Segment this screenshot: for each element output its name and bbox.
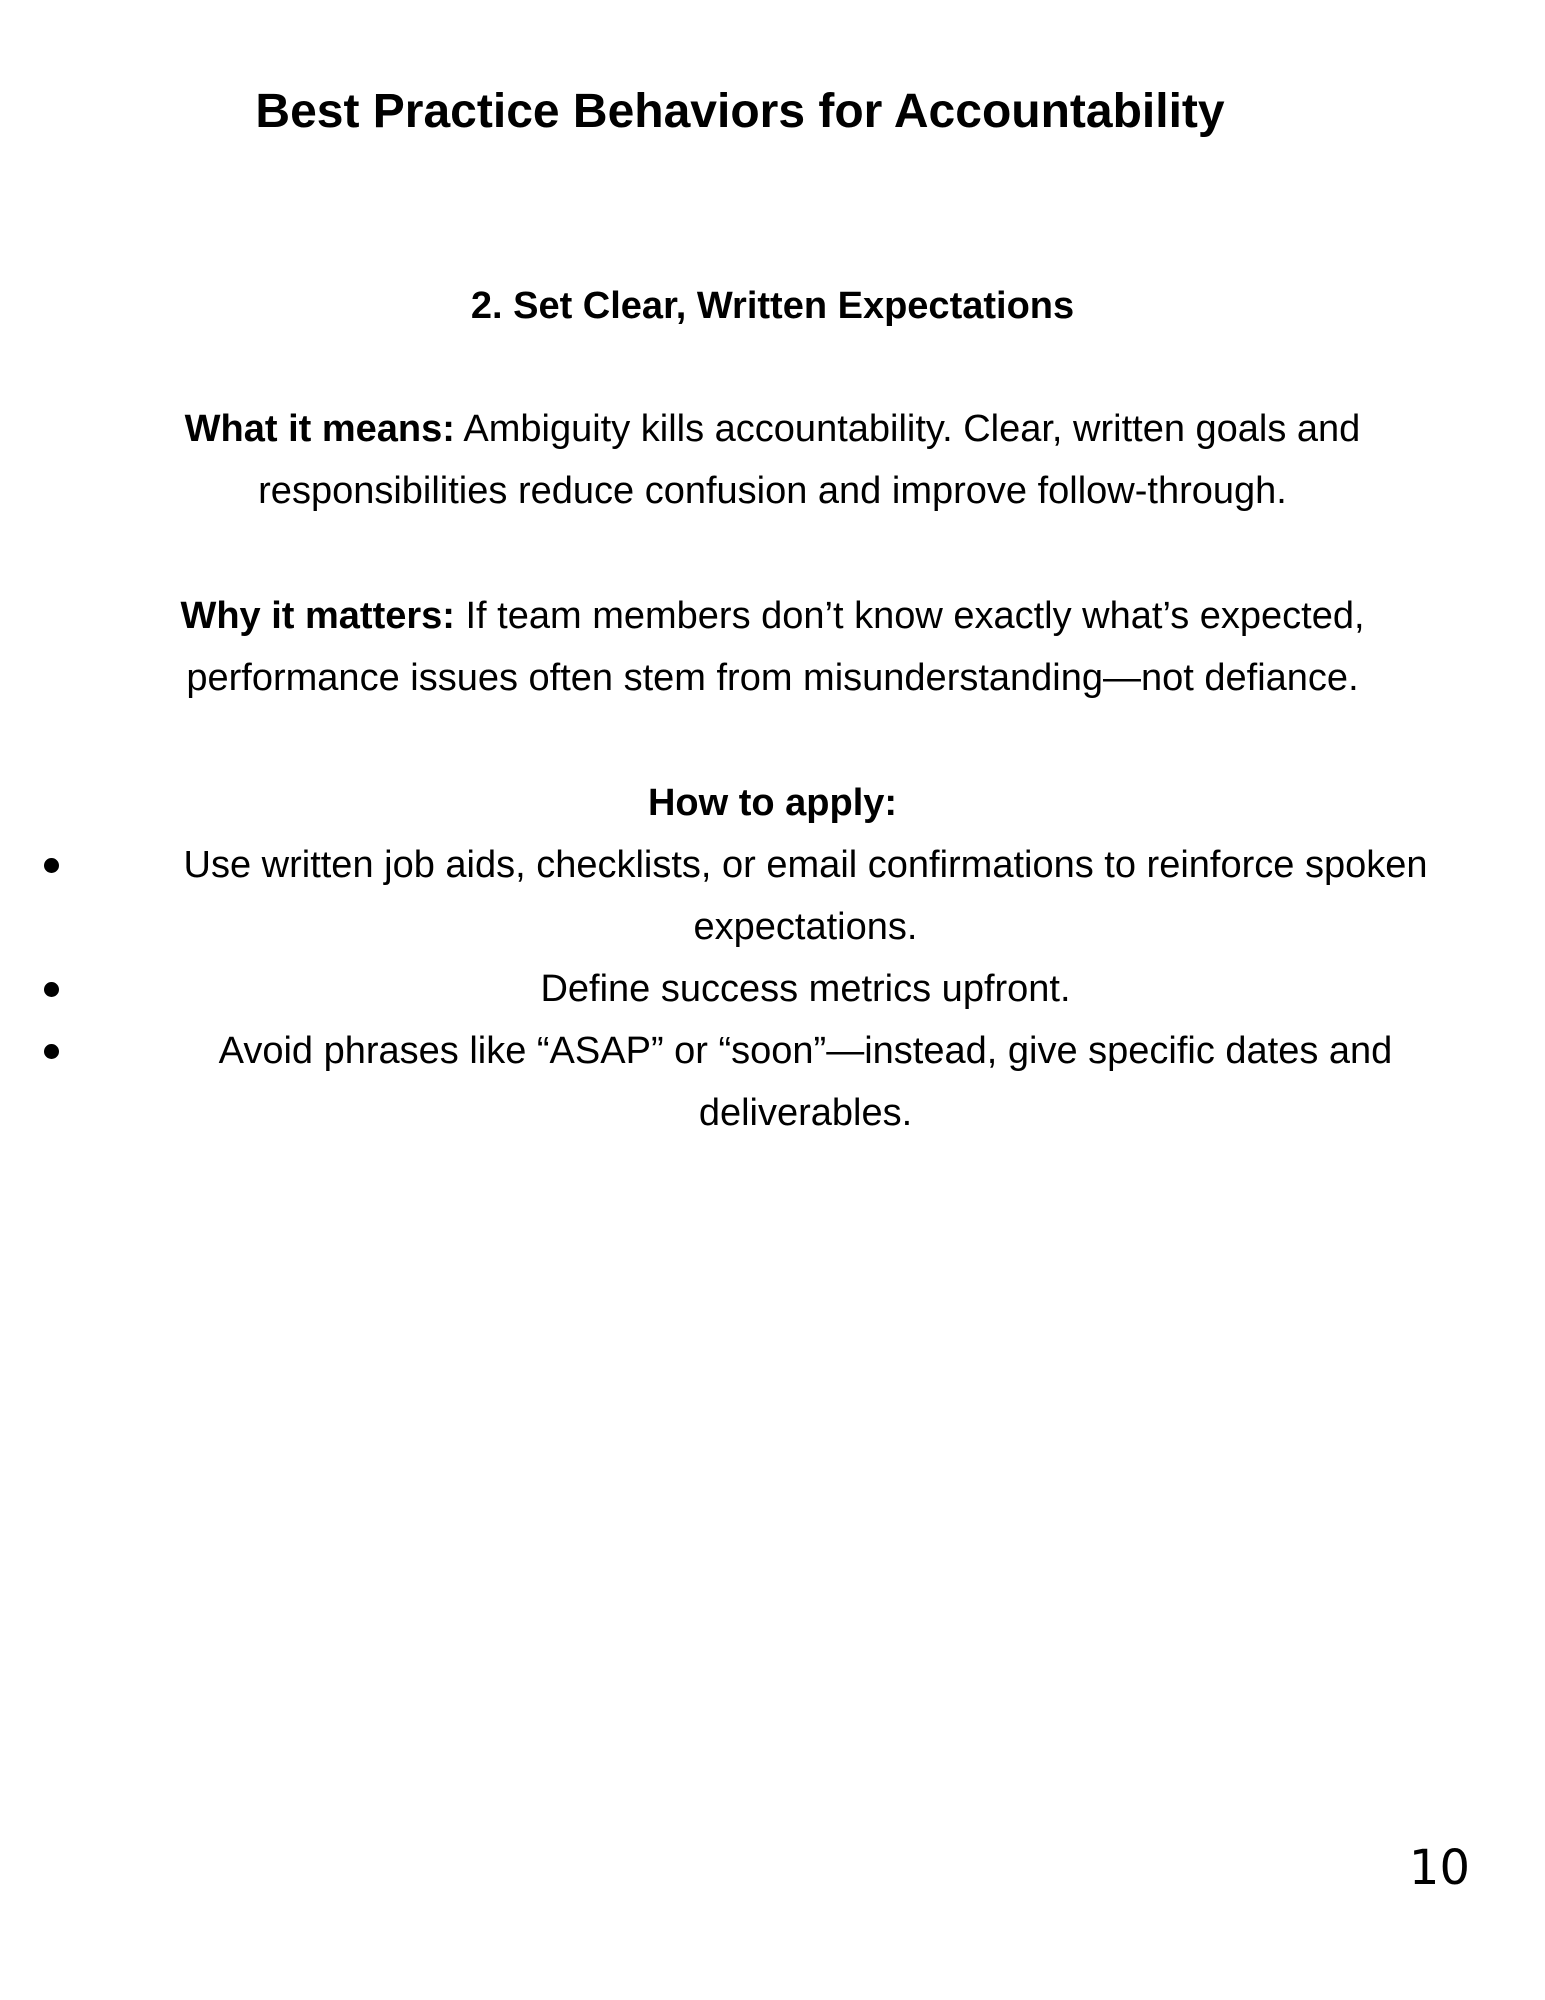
- what-it-means-paragraph: [110, 398, 1435, 522]
- how-to-apply-heading: How to apply:: [647, 782, 898, 824]
- why-it-matters-text: If team members don’t know exactly what’s expected, performance issues often stem from misunderstanding—not defiance.: [186, 595, 1365, 699]
- list-item-text: Use written job aids, checklists, or email confirmations to reinforce spoken expectations.: [183, 844, 1428, 948]
- bullet-icon: [44, 982, 59, 997]
- page-number: 10: [1408, 1840, 1470, 1896]
- section-heading: 2. Set Clear, Written Expectations: [470, 285, 1075, 327]
- why-it-matters-paragraph: [110, 585, 1435, 709]
- why-it-matters-label: Why it matters:: [180, 595, 455, 637]
- what-it-means-label: What it means:: [184, 408, 455, 450]
- bullet-icon: [44, 858, 59, 873]
- list-item-text: Avoid phrases like “ASAP” or “soon”—instead, give specific dates and deliverables.: [218, 1030, 1393, 1134]
- how-to-apply-list: [0, 834, 1545, 1144]
- list-item: [0, 834, 1545, 958]
- page-title: Best Practice Behaviors for Accountability: [255, 85, 1225, 138]
- list-item: [0, 1020, 1545, 1144]
- list-item-text: Define success metrics upfront.: [540, 968, 1071, 1010]
- bullet-icon: [44, 1044, 59, 1059]
- list-item: [0, 958, 1545, 1020]
- what-it-means-text: Ambiguity kills accountability. Clear, written goals and responsibilities reduce confusion and improve follow-through.: [258, 408, 1361, 512]
